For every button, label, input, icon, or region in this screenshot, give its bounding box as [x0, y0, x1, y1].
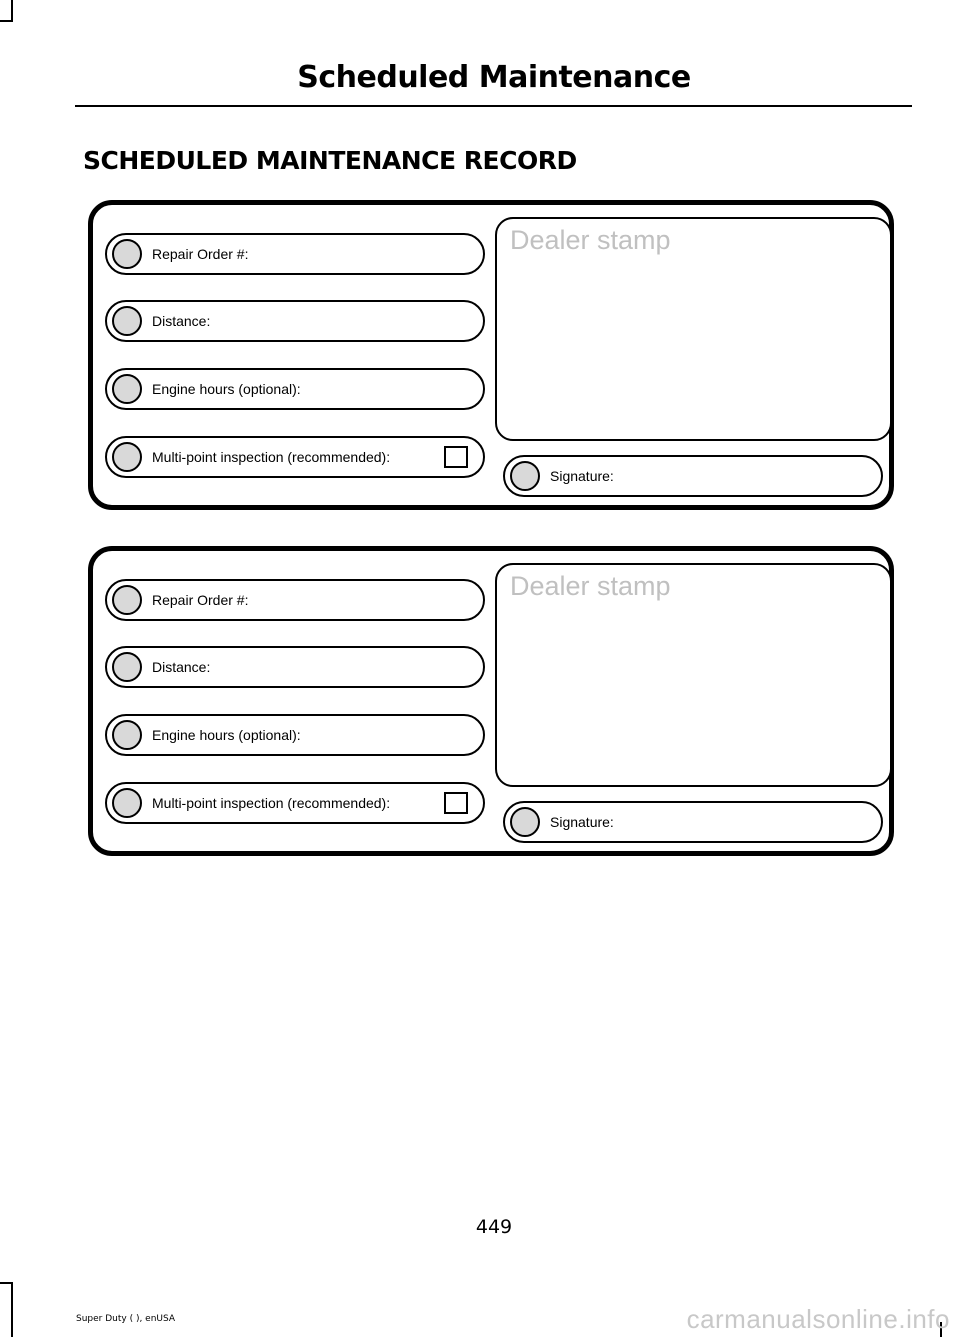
multi-point-inspection-field: [105, 782, 485, 824]
multi-point-inspection-label: Multi-point inspection (recommended):: [152, 795, 391, 811]
dealer-stamp-box: [495, 217, 892, 441]
maintenance-record-2: [88, 546, 894, 856]
field-marker-dot: [112, 374, 142, 404]
signature-label: Signature:: [550, 814, 614, 830]
site-watermark: carmanualsonline.info: [686, 1304, 950, 1334]
repair-order-field[interactable]: [105, 233, 485, 275]
header-divider: [75, 105, 912, 107]
field-marker-dot: [112, 306, 142, 336]
multi-point-inspection-checkbox[interactable]: [444, 446, 468, 468]
field-marker-dot: [112, 788, 142, 818]
signature-label: Signature:: [550, 468, 614, 484]
page-number: 449: [475, 1216, 513, 1238]
repair-order-label: Repair Order #:: [152, 246, 249, 262]
dealer-stamp-label: Dealer stamp: [510, 571, 671, 601]
distance-field[interactable]: [105, 300, 485, 342]
signature-field[interactable]: [503, 801, 883, 843]
engine-hours-label: Engine hours (optional):: [152, 727, 301, 743]
signature-field[interactable]: [503, 455, 883, 497]
dealer-stamp-label: Dealer stamp: [510, 225, 671, 255]
multi-point-inspection-label: Multi-point inspection (recommended):: [152, 449, 391, 465]
field-marker-dot: [112, 652, 142, 682]
crop-mark-bottom-left-horizontal: [0, 1282, 13, 1284]
section-title: SCHEDULED MAINTENANCE RECORD: [83, 146, 577, 175]
multi-point-inspection-checkbox[interactable]: [444, 792, 468, 814]
multi-point-inspection-field: [105, 436, 485, 478]
engine-hours-label: Engine hours (optional):: [152, 381, 301, 397]
distance-label: Distance:: [152, 659, 211, 675]
field-marker-dot: [510, 461, 540, 491]
crop-mark-top-left-horizontal: [0, 20, 13, 22]
repair-order-field[interactable]: [105, 579, 485, 621]
field-marker-dot: [112, 720, 142, 750]
maintenance-record-1: [88, 200, 894, 510]
crop-mark-top-left-vertical: [11, 0, 13, 22]
distance-label: Distance:: [152, 313, 211, 329]
dealer-stamp-box: [495, 563, 892, 787]
engine-hours-field[interactable]: [105, 714, 485, 756]
crop-mark-bottom-left-vertical: [11, 1282, 13, 1337]
edition-footer: Super Duty ( ), enUSA: [76, 1314, 176, 1324]
repair-order-label: Repair Order #:: [152, 592, 249, 608]
field-marker-dot: [510, 807, 540, 837]
field-marker-dot: [112, 442, 142, 472]
page-header-title: Scheduled Maintenance: [297, 60, 691, 95]
distance-field[interactable]: [105, 646, 485, 688]
engine-hours-field[interactable]: [105, 368, 485, 410]
field-marker-dot: [112, 585, 142, 615]
field-marker-dot: [112, 239, 142, 269]
